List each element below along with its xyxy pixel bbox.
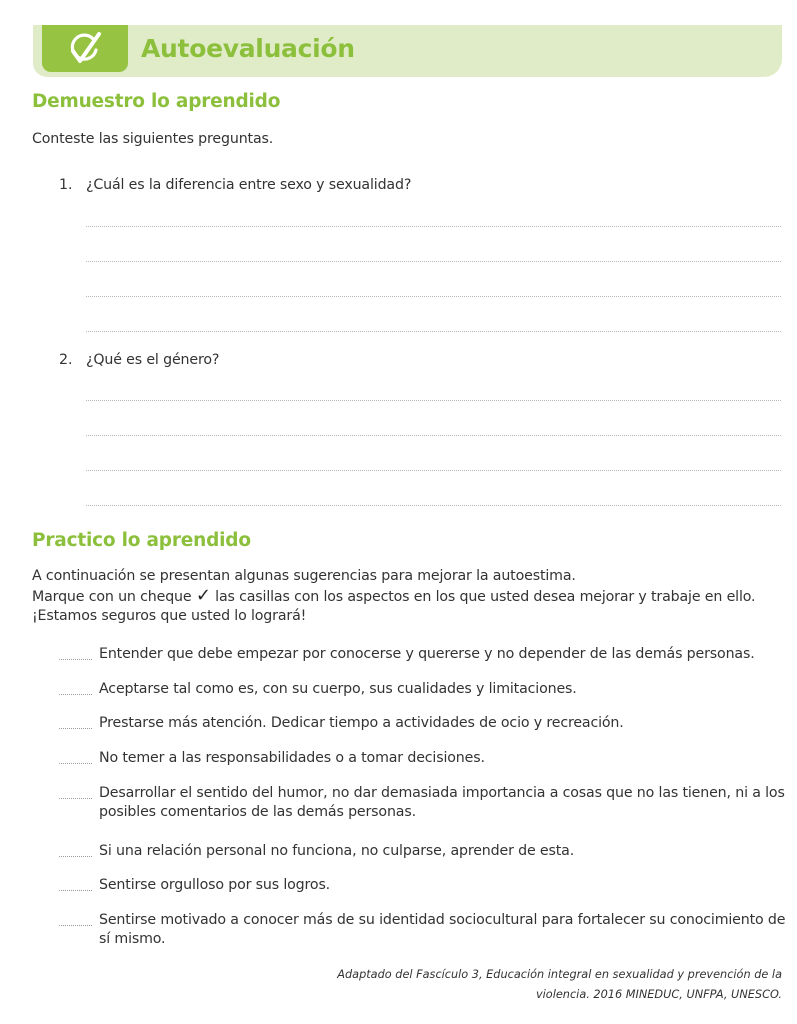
checklist-item-text: Aceptarse tal como es, con su cuerpo, sus cualidades y limitaciones. [99, 681, 577, 697]
checkbox-blank[interactable] [59, 694, 92, 695]
answer-line[interactable] [86, 400, 781, 401]
answer-line[interactable] [86, 226, 781, 227]
intro-line-2-after: las casillas con los aspectos en los que usted desea mejorar y trabaje en ello. ¡Estamos seguros que usted lo logrará! [32, 589, 756, 624]
intro-line-1: A continuación se presentan algunas sugerencias para mejorar la autoestima. [32, 568, 576, 584]
checkbox-blank[interactable] [59, 890, 92, 891]
source-line-2: violencia. 2016 MINEDUC, UNFPA, UNESCO. [535, 988, 782, 1001]
intro-line-2-before: Marque con un cheque [32, 589, 192, 605]
header-icon-tab [42, 25, 128, 72]
checklist-item-text: Prestarse más atención. Dedicar tiempo a actividades de ocio y recreación. [99, 715, 624, 731]
checkbox-blank[interactable] [59, 856, 92, 857]
checklist-item-text: Si una relación personal no funciona, no culparse, aprender de esta. [99, 843, 575, 859]
header-banner [33, 25, 782, 77]
checklist-item-text: No temer a las responsabilidades o a tomar decisiones. [99, 750, 485, 766]
checklist-item-text: Entender que debe empezar por conocerse y quererse y no depender de las demás personas. [99, 646, 755, 662]
question-text: ¿Cuál es la diferencia entre sexo y sexualidad? [86, 177, 412, 193]
checkbox-blank[interactable] [59, 728, 92, 729]
answer-line[interactable] [86, 296, 781, 297]
question-number: 2. [59, 352, 73, 368]
checklist-item-text: Desarrollar el sentido del humor, no dar demasiada importancia a cosas que no las tienen, ni a los posibles comentarios de las demás personas. [99, 785, 785, 820]
section1-instruction: Conteste las siguientes preguntas. [32, 131, 274, 147]
checklist-item-text: Sentirse motivado a conocer más de su identidad sociocultural para fortalecer su conocimiento de sí mismo. [99, 912, 786, 947]
checkbox-blank[interactable] [59, 659, 92, 660]
answer-line[interactable] [86, 331, 781, 332]
checkmark-icon: ✓ [195, 585, 211, 606]
answer-line[interactable] [86, 261, 781, 262]
question-text: ¿Qué es el género? [86, 352, 220, 368]
answer-line[interactable] [86, 505, 781, 506]
section-title-demuestro: Demuestro lo aprendido [32, 91, 281, 112]
check-circle-icon [65, 31, 105, 67]
page-title: Autoevaluación [141, 34, 355, 63]
answer-line[interactable] [86, 470, 781, 471]
source-line-1: Adaptado del Fascículo 3, Educación integral en sexualidad y prevención de la [337, 968, 782, 981]
source-citation [302, 965, 782, 1005]
section2-intro [32, 567, 782, 626]
checkbox-blank[interactable] [59, 925, 92, 926]
checklist-item-text: Sentirse orgulloso por sus logros. [99, 877, 331, 893]
question-number: 1. [59, 177, 73, 193]
checkbox-blank[interactable] [59, 763, 92, 764]
section-title-practico: Practico lo aprendido [32, 530, 251, 551]
checkbox-blank[interactable] [59, 798, 92, 799]
answer-line[interactable] [86, 435, 781, 436]
